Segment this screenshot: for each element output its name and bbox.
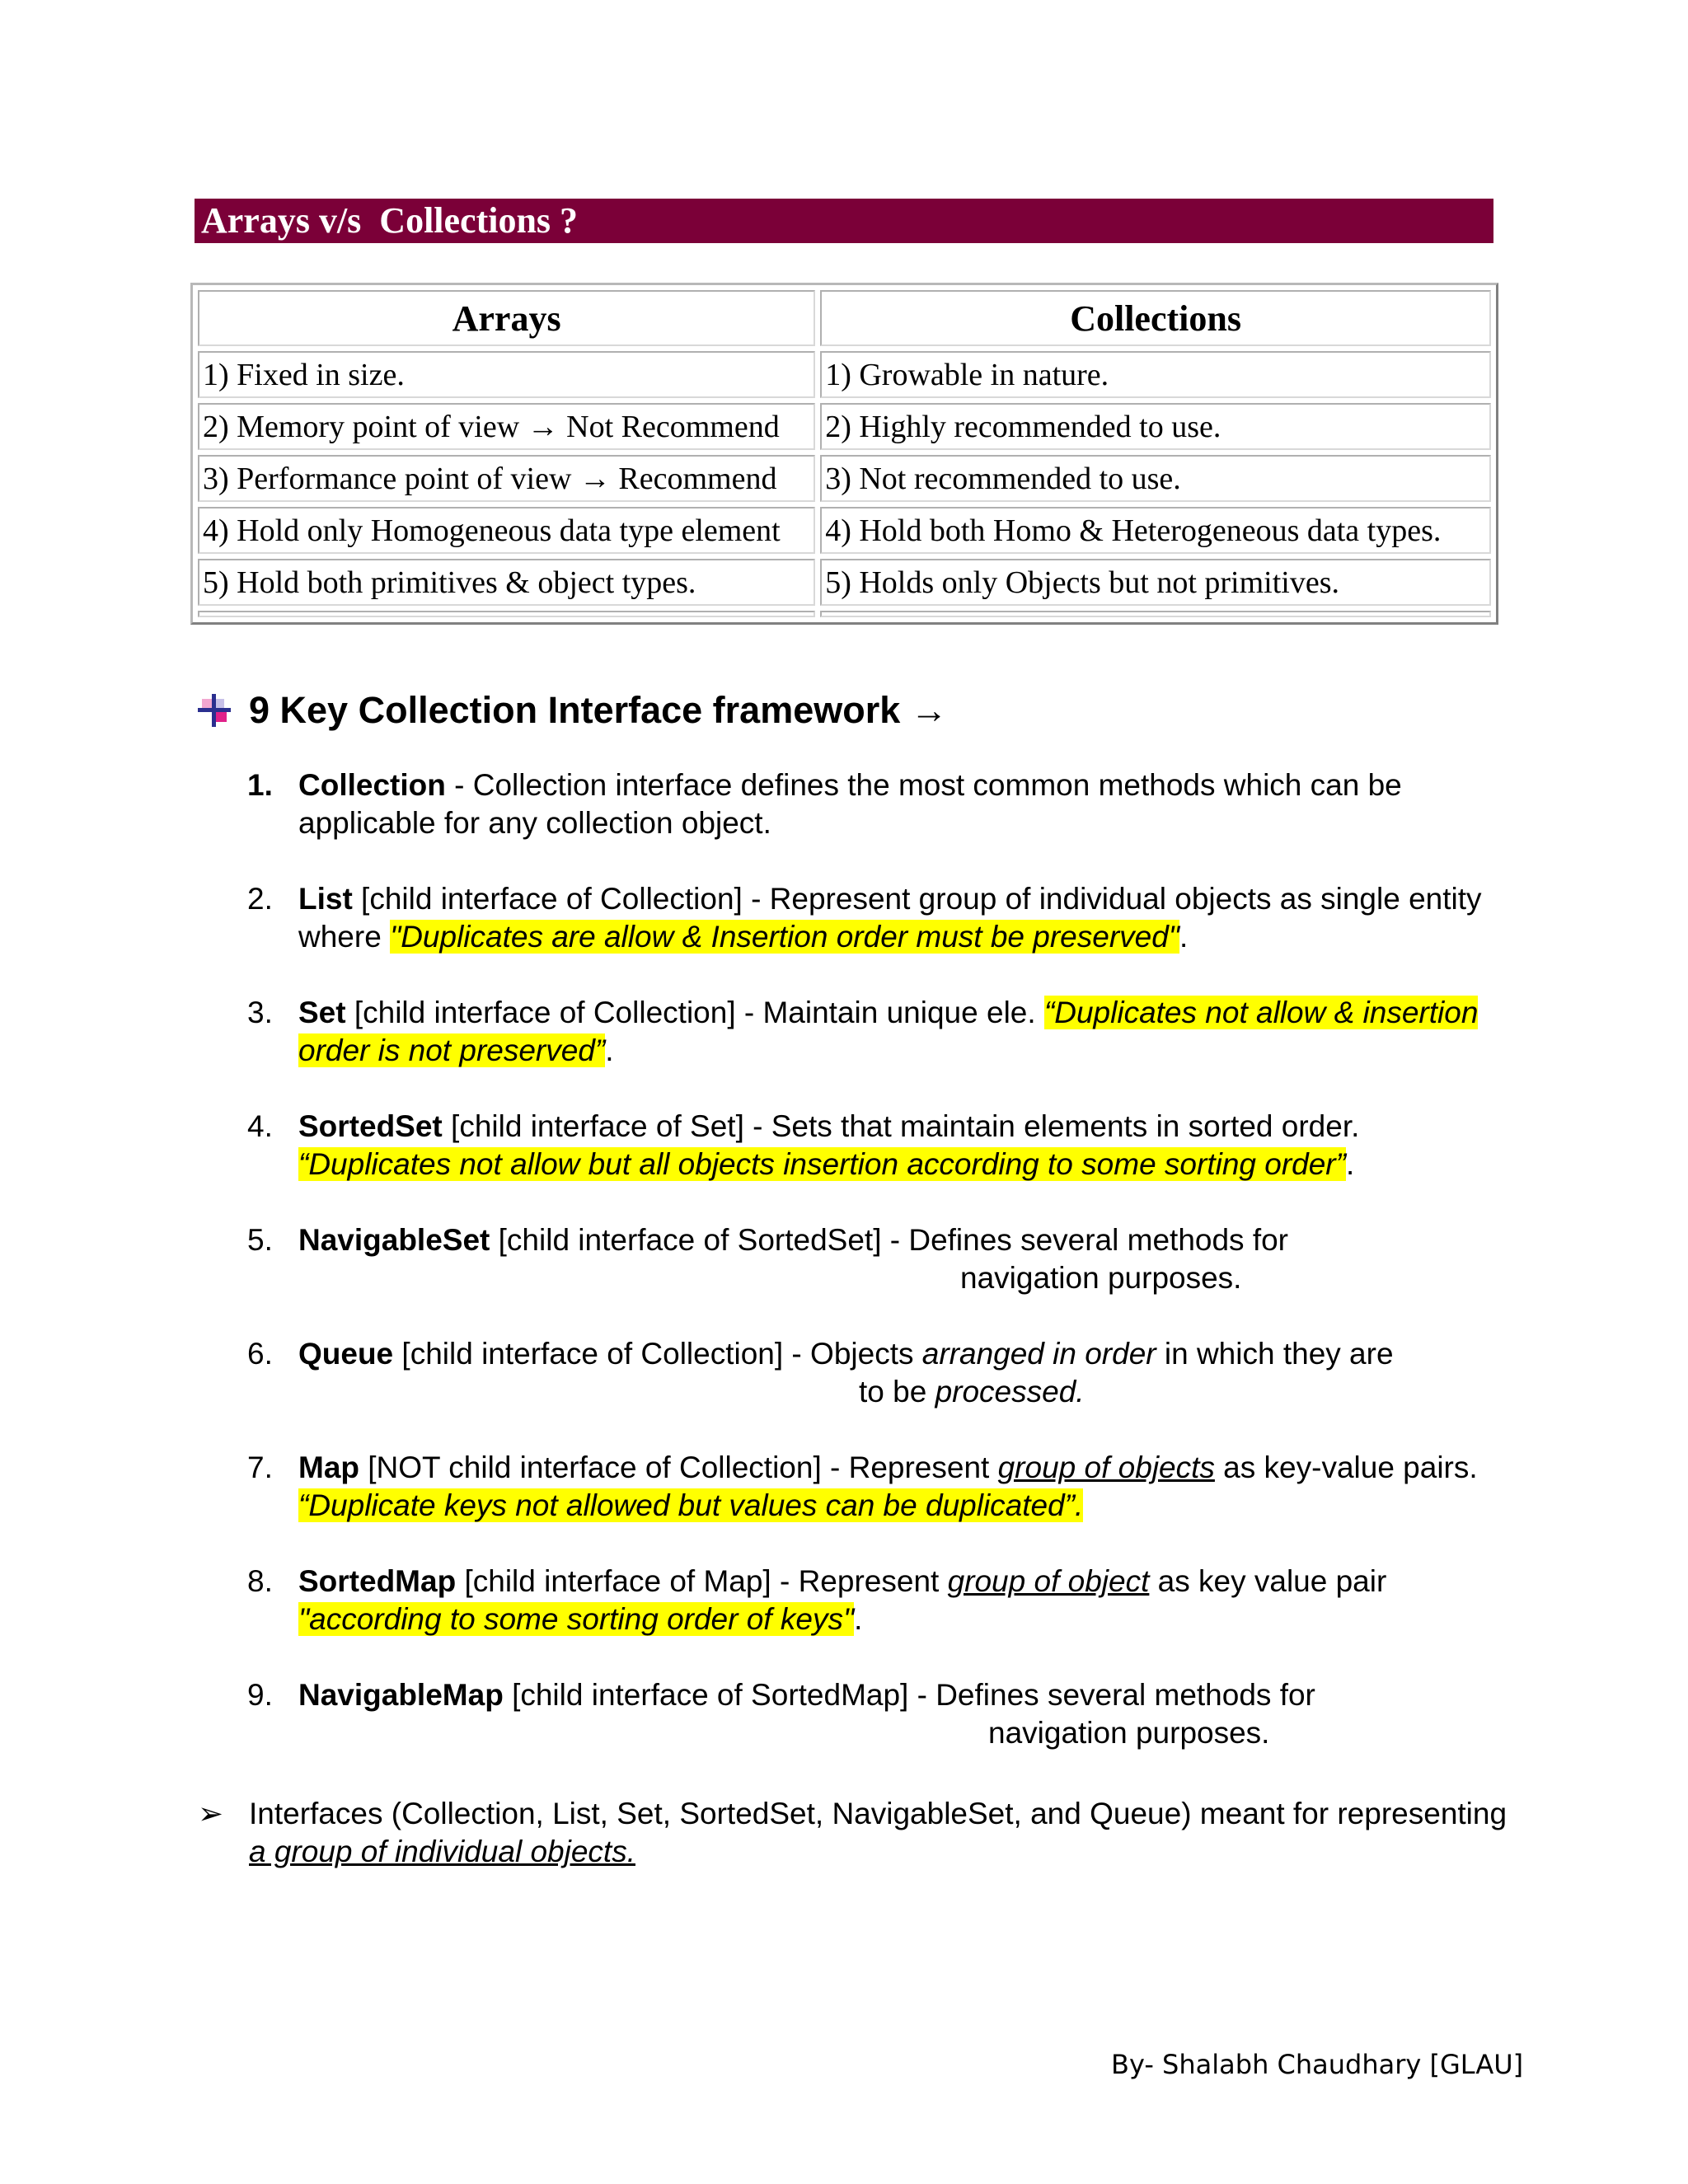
- table-row: [198, 403, 1491, 450]
- item-number: 6.: [247, 1337, 273, 1371]
- list-item: [247, 1676, 1517, 1752]
- table-row: [198, 455, 1491, 502]
- table-cell: 2) Memory point of view → Not Recommend: [198, 403, 815, 450]
- item-number: 8.: [247, 1564, 273, 1598]
- item-continuation: to be: [859, 1375, 935, 1408]
- item-highlight: “Duplicates not allow but all objects insertion according to some sorting order”: [298, 1147, 1346, 1181]
- list-item: [247, 766, 1517, 842]
- item-name: SortedSet: [298, 1109, 443, 1143]
- interface-list: [247, 766, 1517, 1790]
- item-text: [child interface of SortedMap] - Defines several methods for: [503, 1678, 1315, 1712]
- table-cell: 3) Performance point of view → Recommend: [198, 455, 815, 502]
- item-text: [child interface of Collection] - Objects: [393, 1337, 922, 1371]
- item-italic: arranged in order: [921, 1337, 1156, 1371]
- item-highlight: "Duplicates are allow & Insertion order must be preserved": [390, 920, 1179, 954]
- item-number: 4.: [247, 1109, 273, 1143]
- arrow-bullet-icon: ➢: [198, 1797, 224, 1830]
- cross-bullet-icon: [198, 692, 231, 729]
- table-cell: 5) Hold both primitives & object types.: [198, 559, 815, 606]
- list-item: [247, 1563, 1517, 1638]
- item-underline: group of object: [947, 1564, 1150, 1598]
- item-text: [child interface of Set] - Sets that maintain elements in sorted order.: [442, 1109, 1360, 1143]
- item-text: as key value pair: [1149, 1564, 1387, 1598]
- note-text: Interfaces (Collection, List, Set, SortedSet, NavigableSet, and Queue) meant for representing: [249, 1797, 1507, 1830]
- item-text-after: .: [1179, 920, 1189, 954]
- list-item: [247, 1108, 1517, 1183]
- list-item: [247, 1221, 1517, 1297]
- comparison-table: [190, 283, 1498, 625]
- item-name: List: [298, 882, 353, 916]
- item-text: - Collection interface defines the most common methods which can be applicable for any collection object.: [298, 768, 1402, 840]
- table-header-row: [198, 290, 1491, 346]
- section-heading: [198, 684, 948, 737]
- table-empty-row: [198, 611, 1491, 617]
- item-highlight: “Duplicates not allow & insertion order is not preserved”: [298, 996, 1479, 1067]
- item-text: [child interface of Map] - Represent: [456, 1564, 948, 1598]
- table-row: [198, 559, 1491, 606]
- item-name: SortedMap: [298, 1564, 457, 1598]
- table-cell-empty: [198, 611, 815, 617]
- table-cell: 3) Not recommended to use.: [820, 455, 1491, 502]
- item-text: [child interface of SortedSet] - Defines several methods for: [490, 1223, 1289, 1257]
- item-text: [NOT child interface of Collection] - Represent: [359, 1451, 998, 1484]
- item-number: 1.: [247, 768, 273, 802]
- item-number: 9.: [247, 1678, 273, 1712]
- table-row: [198, 351, 1491, 398]
- interfaces-note: [198, 1795, 1517, 1871]
- item-name: NavigableSet: [298, 1223, 490, 1257]
- table-cell: 4) Hold only Homogeneous data type element: [198, 507, 815, 554]
- item-text: [child interface of Collection] - Represent group of individual objects as single entity where: [298, 882, 1482, 954]
- item-text-after: .: [1345, 1147, 1355, 1181]
- section-title-bar: Arrays v/s Collections ?: [195, 199, 1493, 243]
- item-highlight: “Duplicate keys not allowed but values can be duplicated”.: [298, 1488, 1084, 1522]
- table-cell: 2) Highly recommended to use.: [820, 403, 1491, 450]
- item-italic: processed.: [935, 1375, 1085, 1408]
- item-text-after: .: [605, 1033, 614, 1067]
- item-text: in which they are: [1156, 1337, 1394, 1371]
- item-name: Set: [298, 996, 346, 1029]
- table-row: [198, 507, 1491, 554]
- item-text-after: .: [854, 1602, 863, 1636]
- section-heading-text: 9 Key Collection Interface framework →: [249, 689, 948, 731]
- item-name: Queue: [298, 1337, 394, 1371]
- list-item: [247, 1449, 1517, 1525]
- item-number: 3.: [247, 996, 273, 1029]
- table-cell: 4) Hold both Homo & Heterogeneous data types.: [820, 507, 1491, 554]
- table-cell-empty: [820, 611, 1491, 617]
- item-number: 5.: [247, 1223, 273, 1257]
- item-number: 7.: [247, 1451, 273, 1484]
- item-underline: group of objects: [997, 1451, 1215, 1484]
- list-item: [247, 1335, 1517, 1411]
- item-name: NavigableMap: [298, 1678, 504, 1712]
- item-name: Map: [298, 1451, 359, 1484]
- note-underline: a group of individual objects.: [249, 1835, 635, 1868]
- item-number: 2.: [247, 882, 273, 916]
- list-item: [247, 880, 1517, 956]
- list-item: [247, 994, 1517, 1070]
- item-text: as key-value pairs.: [1214, 1451, 1478, 1484]
- item-highlight: "according to some sorting order of keys": [298, 1602, 855, 1636]
- item-continuation: navigation purposes.: [988, 1716, 1270, 1750]
- table-cell: 1) Growable in nature.: [820, 351, 1491, 398]
- item-continuation: navigation purposes.: [960, 1261, 1242, 1295]
- item-name: Collection: [298, 768, 446, 802]
- table-cell: 5) Holds only Objects but not primitives.: [820, 559, 1491, 606]
- footer-author: By- Shalabh Chaudhary [GLAU]: [1111, 2049, 1524, 2080]
- table-cell: 1) Fixed in size.: [198, 351, 815, 398]
- header-arrays: Arrays: [198, 290, 815, 346]
- header-collections: Collections: [820, 290, 1491, 346]
- item-text: [child interface of Collection] - Maintain unique ele.: [345, 996, 1044, 1029]
